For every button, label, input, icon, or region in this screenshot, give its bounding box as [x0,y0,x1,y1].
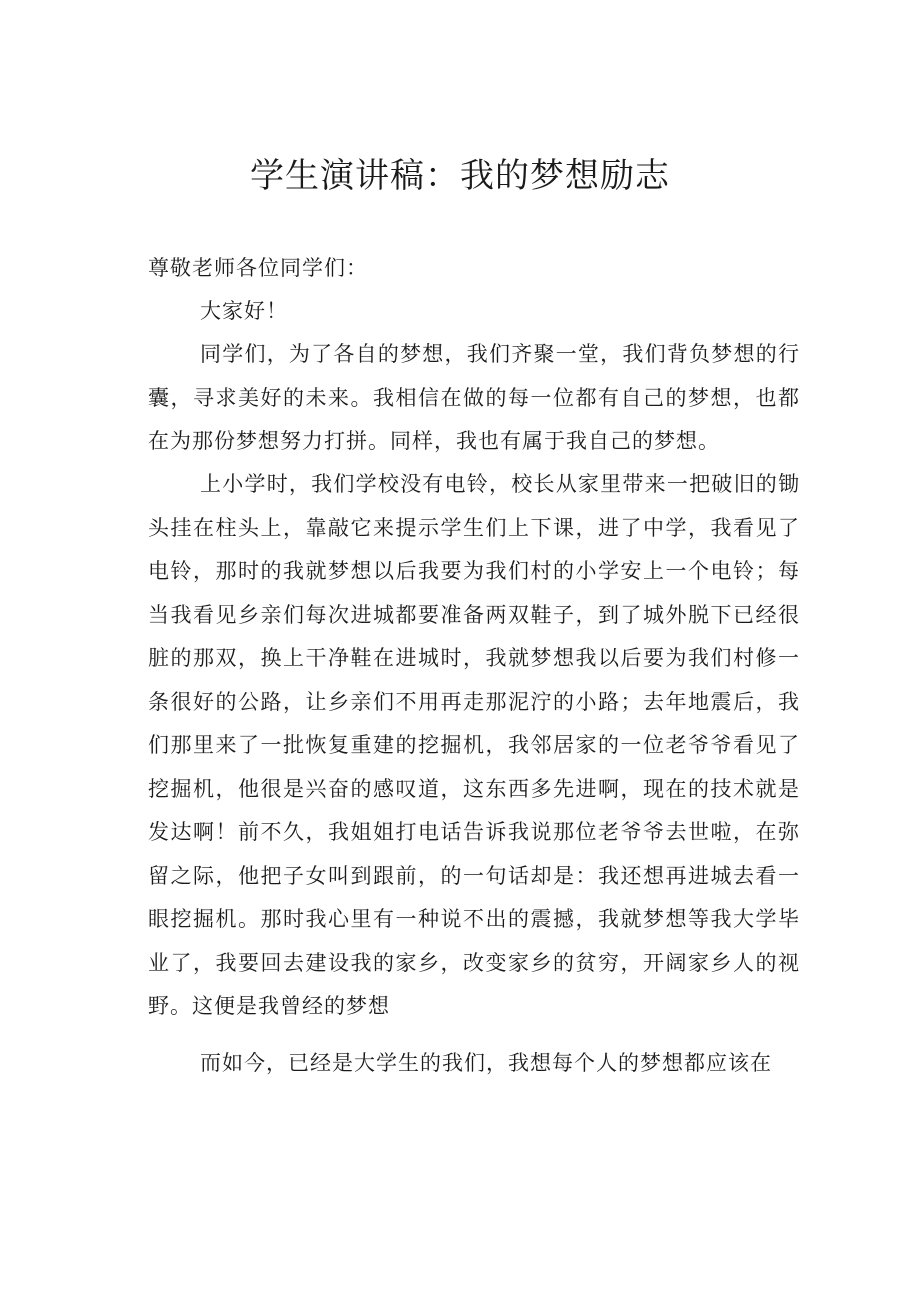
paragraph-3: 而如今，已经是大学生的我们，我想每个人的梦想都应该在 [200,1051,772,1075]
salutation: 尊敬老师各位同学们： [148,256,368,280]
paragraph-1: 同学们，为了各自的梦想，我们齐聚一堂，我们背负梦想的行囊，寻求美好的未来。我相信在做的每一位都有自己的梦想，也都在为那份梦想努力打拼。同样，我也有属于我自己的梦想。 [148,342,800,453]
paragraph-2: 上小学时，我们学校没有电铃，校长从家里带来一把破旧的锄头挂在柱头上，靠敲它来提示学生们上下课，进了中学，我看见了电铃，那时的我就梦想以后我要为我们村的小学安上一个电铃；每当我看见乡亲们每次进城都要准备两双鞋子，到了城外脱下已经很脏的那双，换上干净鞋在进城时，我就梦想我以后要为我们村修一条很好的公路，让乡亲们不用再走那泥泞的小路；去年地震后，我们那里来了一批恢复重建的挖掘机，我邻居家的一位老爷爷看见了挖掘机，他很是兴奋的感叹道，这东西多先进啊，现在的技术就是发达啊！前不久，我姐姐打电话告诉我说那位老爷爷去世啦，在弥留之际，他把子女叫到跟前，的一句话却是：我还想再进城去看一眼挖掘机。那时我心里有一种说不出的震撼，我就梦想等我大学毕业了，我要回去建设我的家乡，改变家乡的贫穷，开阔家乡人的视野。这便是我曾经的梦想 [148,472,800,1018]
document-title: 学生演讲稿：我的梦想励志 [250,156,670,196]
greeting: 大家好！ [200,299,288,323]
